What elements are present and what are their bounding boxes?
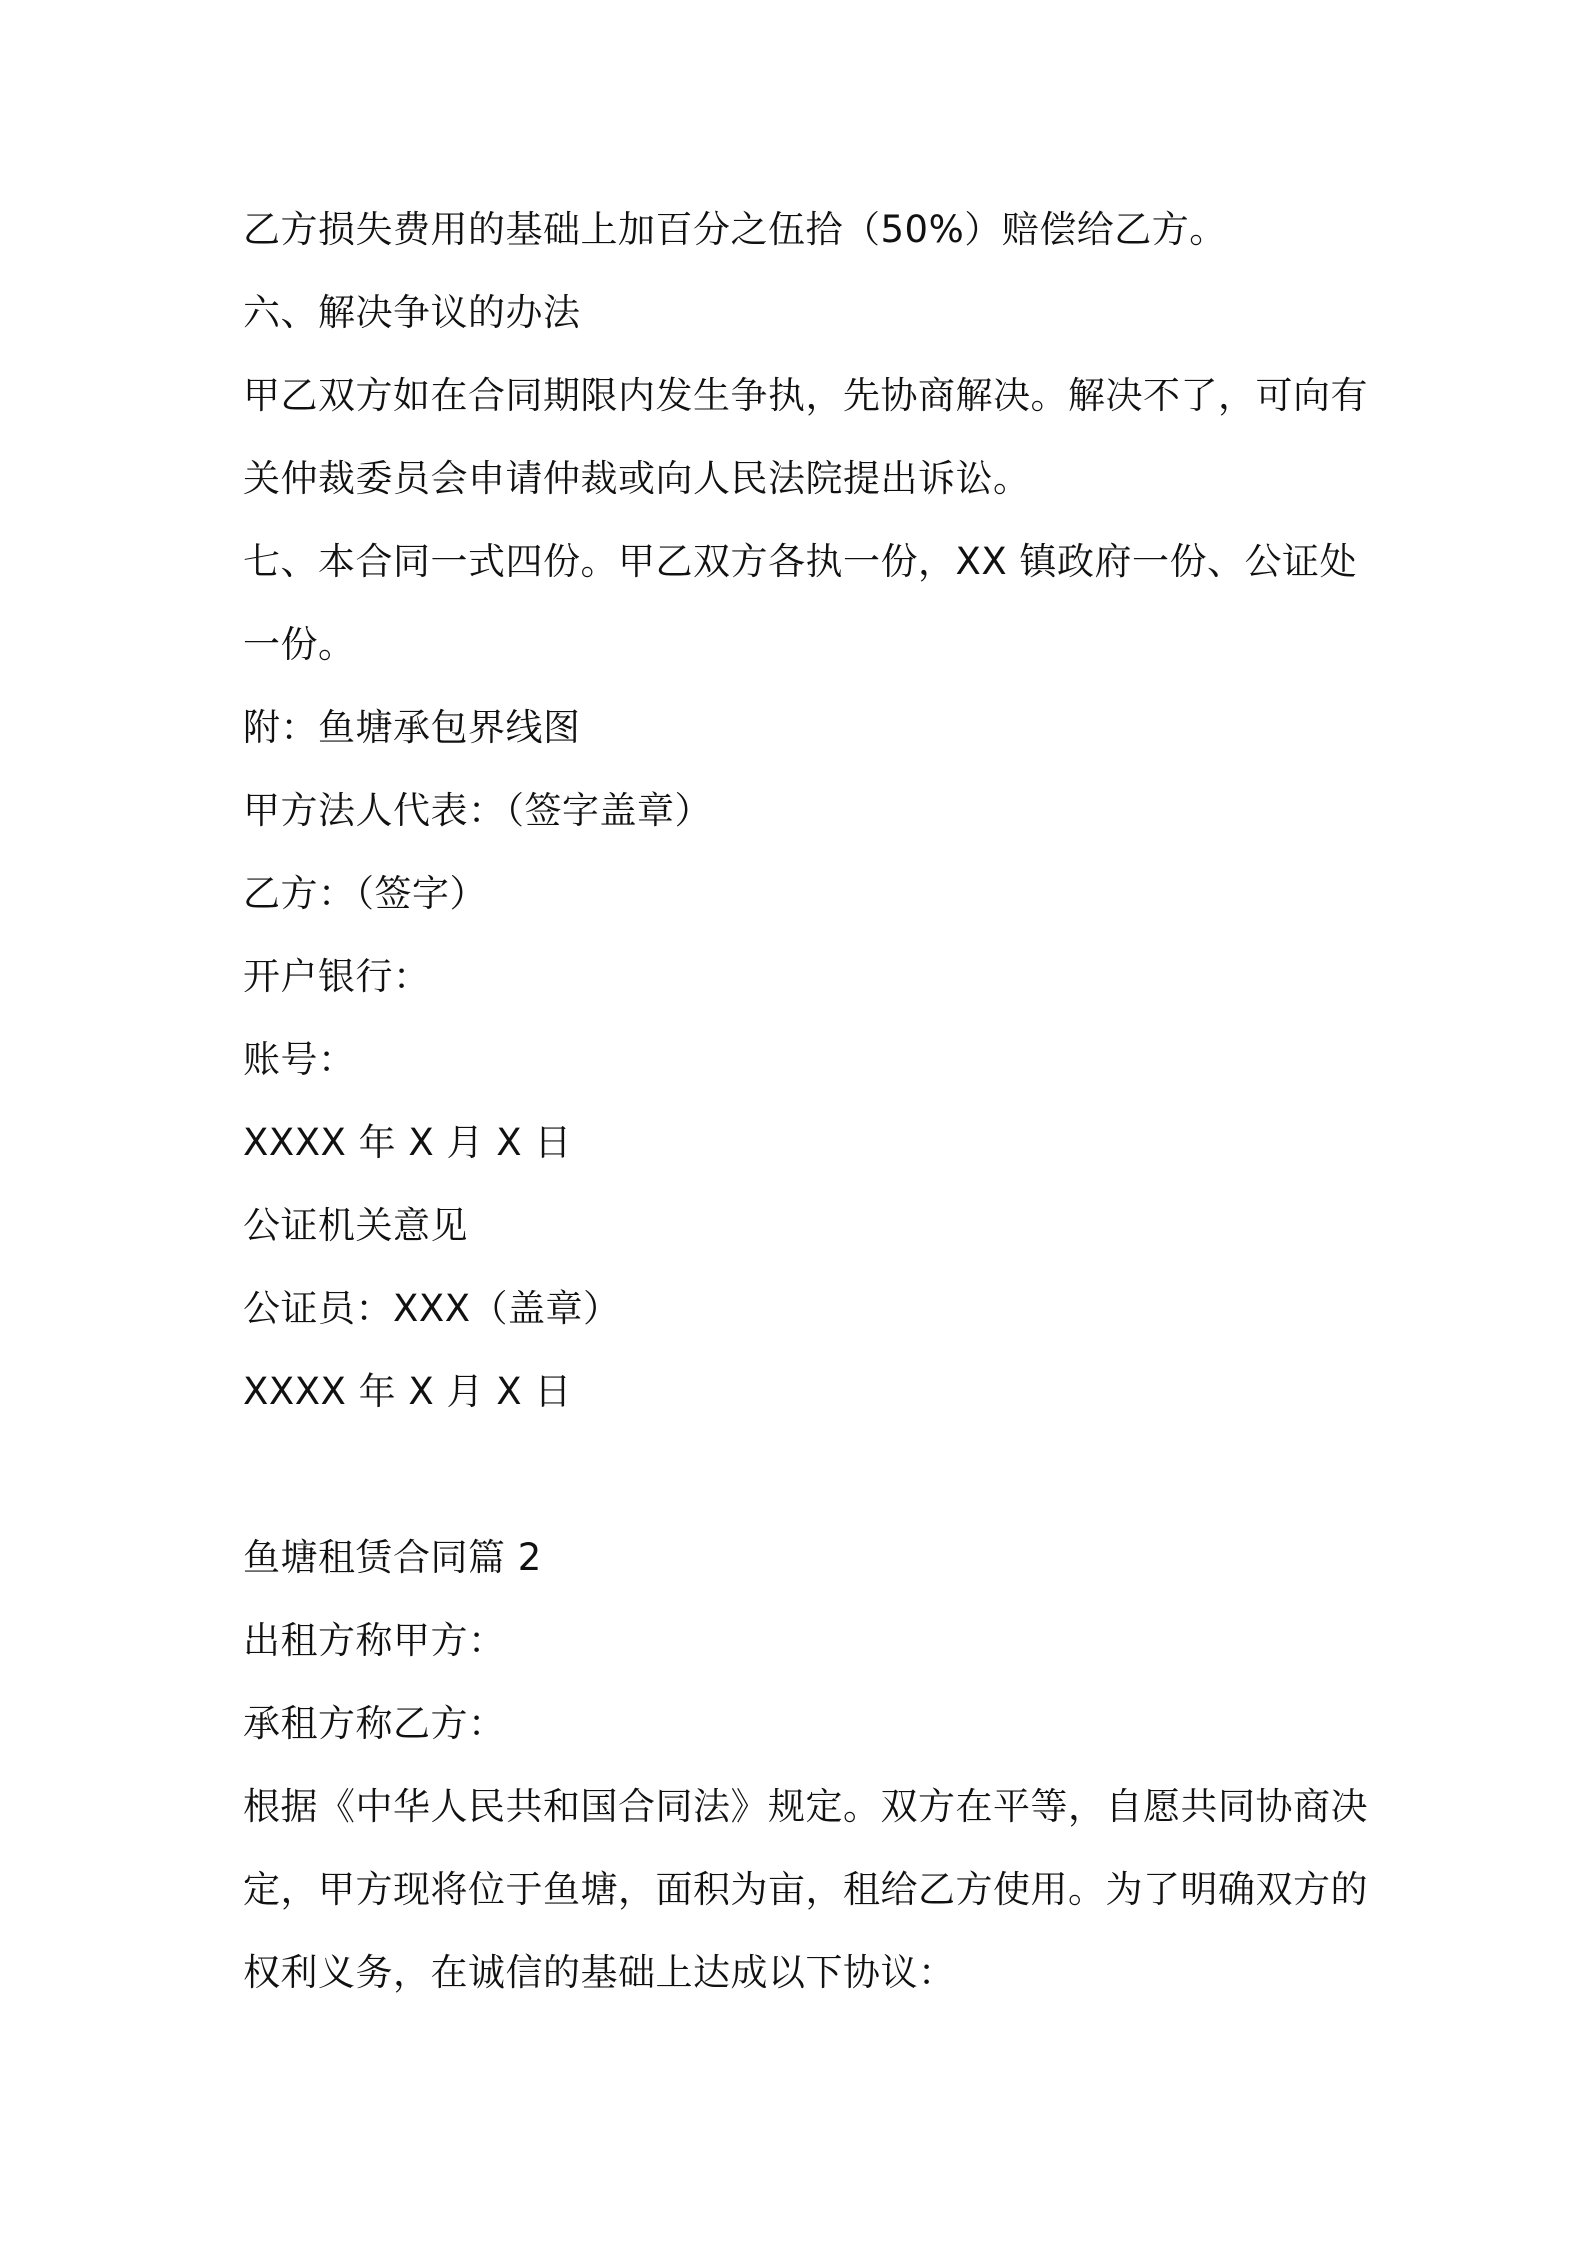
text-line: 权利义务，在诚信的基础上达成以下协议： xyxy=(243,1951,956,1994)
notary-line: 公证员：XXX（盖章） xyxy=(243,1287,621,1330)
text-line: 定，甲方现将位于鱼塘，面积为亩，租给乙方使用。为了明确双方的 xyxy=(243,1868,1368,1911)
account-line: 账号： xyxy=(243,1038,356,1081)
signature-line-party-b: 乙方：（签字） xyxy=(243,872,487,915)
text-line: 根据《中华人民共和国合同法》规定。双方在平等，自愿共同协商决 xyxy=(243,1785,1368,1828)
signature-line-party-a: 甲方法人代表：（签字盖章） xyxy=(243,789,712,832)
section-heading: 六、解决争议的办法 xyxy=(243,291,581,334)
text-line: 关仲裁委员会申请仲裁或向人民法院提出诉讼。 xyxy=(243,457,1031,500)
notary-opinion-heading: 公证机关意见 xyxy=(243,1204,468,1247)
attachment-line: 附：鱼塘承包界线图 xyxy=(243,706,581,749)
date-line: XXXX 年 X 月 X 日 xyxy=(243,1121,572,1164)
text-line: 七、本合同一式四份。甲乙双方各执一份，XX 镇政府一份、公证处 xyxy=(243,540,1357,583)
section-title: 鱼塘租赁合同篇 2 xyxy=(243,1536,542,1579)
text-line: 乙方损失费用的基础上加百分之伍拾（50%）赔偿给乙方。 xyxy=(243,208,1227,251)
text-line: 甲乙双方如在合同期限内发生争执，先协商解决。解决不了，可向有 xyxy=(243,374,1368,417)
text-line: 一份。 xyxy=(243,623,356,666)
lessor-line: 出租方称甲方： xyxy=(243,1619,506,1662)
lessee-line: 承租方称乙方： xyxy=(243,1702,506,1745)
bank-line: 开户银行： xyxy=(243,955,431,998)
date-line: XXXX 年 X 月 X 日 xyxy=(243,1370,572,1413)
